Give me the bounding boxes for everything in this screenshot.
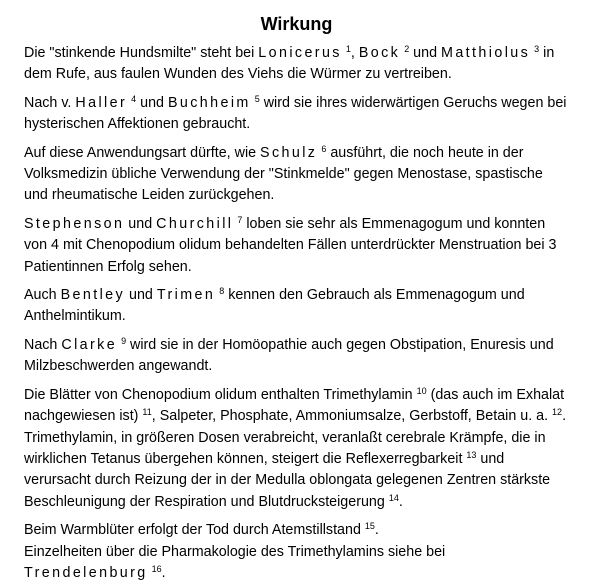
paragraph (24, 93, 569, 136)
footnote-reference: 3 (534, 44, 540, 54)
text-run: . (374, 522, 379, 539)
author-name: Buchheim (167, 94, 251, 111)
footnote-reference: 16 (151, 563, 162, 574)
text-run: . (161, 564, 166, 581)
text-run: . (398, 493, 403, 510)
text-run: und (409, 45, 442, 61)
paragraph (24, 542, 569, 584)
paragraph (24, 520, 569, 541)
author-name: Bock (358, 45, 401, 61)
footnote-reference: 2 (404, 44, 410, 54)
text-run: (das auch im Exhalat nachgewiesen ist) (24, 386, 565, 425)
footnote-reference: 15 (364, 521, 375, 532)
text-run: Trimethylamin, in größeren Dosen verabreicht, veranlaßt cerebrale Krämpfe, die in wirklichen Tetanus übergehen können, steigert die Reflexerregbarkeit (24, 429, 546, 467)
paragraph (24, 335, 569, 378)
text-run: , (350, 45, 359, 61)
footnote-reference: 10 (416, 385, 427, 396)
author-name: Bentley (60, 287, 126, 304)
paragraph (24, 385, 569, 428)
text-run: Die "stinkende Hundsmilte" steht bei (24, 45, 259, 61)
footnote-reference: 13 (466, 449, 477, 460)
author-name: Lonicerus (258, 45, 342, 61)
text-run: in dem Rufe, aus faulen Wunden des Viehs die Würmer zu vertreiben. (24, 45, 555, 83)
paragraph (24, 143, 569, 207)
footnote-reference: 7 (237, 214, 243, 225)
text-run: Auf diese Anwendungsart dürfte, wie (24, 144, 261, 161)
footnote-reference: 6 (321, 143, 327, 154)
author-name: Churchill (156, 215, 234, 232)
text-run: kennen den Gebrauch als Emmenagogum und Anthelmintikum. (24, 287, 525, 325)
paragraph (24, 214, 569, 278)
text-run: Auch (24, 287, 61, 304)
footnote-reference: 9 (121, 335, 127, 346)
document-body (24, 43, 569, 584)
paragraph (24, 428, 569, 514)
text-run: und (124, 215, 157, 232)
text-run: loben sie sehr als Emmenagogum und konnten von 4 mit Chenopodium olidum behandelten Fällen unterdrückter Menstruation bei 3 Patientinnen Erfolg sehen. (24, 215, 557, 275)
author-name: Stephenson (24, 215, 125, 232)
text-run: . (562, 408, 567, 425)
text-run: und (125, 287, 157, 304)
footnote-reference: 4 (131, 93, 137, 104)
text-run: und verursacht durch Reizung der in der Medulla oblongata gelegenen Zentren stärkste Beschleunigung der Respiration und Blutdrucksteigerung (24, 450, 551, 510)
text-run: Nach (24, 336, 62, 353)
section-title: Wirkung (260, 14, 333, 34)
text-run: Nach v. (24, 94, 76, 111)
paragraph (24, 43, 569, 86)
text-run: und (136, 94, 168, 111)
footnote-reference: 14 (388, 492, 399, 503)
footnote-reference: 1 (345, 44, 351, 54)
footnote-reference: 12 (552, 407, 563, 418)
footnote-reference: 8 (219, 286, 225, 297)
author-name: Schulz (260, 144, 318, 161)
text-run: Die Blätter von Chenopodium olidum enthalten Trimethylamin (24, 386, 417, 403)
footnote-reference: 11 (142, 407, 152, 418)
author-name: Matthiolus (441, 45, 531, 61)
text-run: wird sie ihres widerwärtigen Geruchs wegen bei hysterischen Affektionen gebraucht. (24, 94, 567, 133)
author-name: Clarke (61, 336, 118, 353)
author-name: Haller (75, 94, 128, 111)
text-run: ausführt, die noch heute in der Volksmedizin übliche Verwendung der "Stinkmelde" gegen Menostase, spastische und rheumatische Leiden zurückgehen. (24, 144, 543, 204)
author-name: Trendelenburg (24, 564, 148, 581)
author-name: Trimen (156, 287, 216, 304)
footnote-reference: 5 (254, 93, 260, 104)
text-run: Einzelheiten über die Pharmakologie des Trimethylamins siehe bei (24, 543, 446, 560)
text-run: wird sie in der Homöopathie auch gegen Obstipation, Enuresis und Milzbeschwerden angewandt. (24, 336, 554, 375)
paragraph (24, 285, 569, 328)
text-run: Beim Warmblüter erfolgt der Tod durch Atemstillstand (24, 522, 365, 539)
text-run: , Salpeter, Phosphate, Ammoniumsalze, Gerbstoff, Betain u. a. (151, 408, 553, 425)
